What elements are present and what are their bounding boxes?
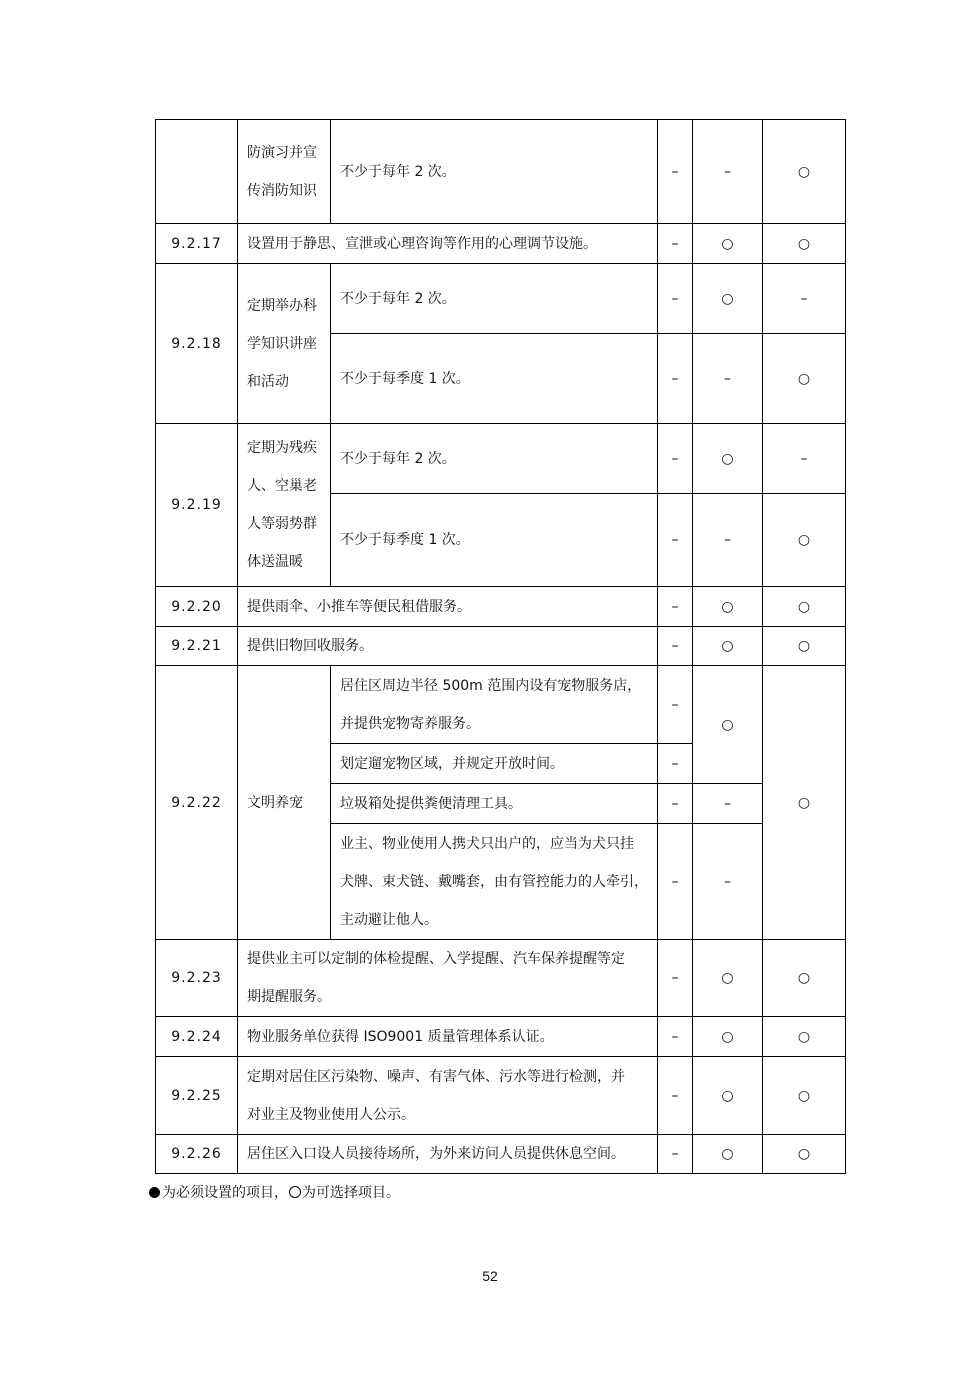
grade-1-mark: – — [658, 1017, 693, 1057]
item-requirement: 划定遛宠物区域，并规定开放时间。 — [331, 744, 658, 784]
item-requirement: 提供旧物回收服务。 — [238, 627, 658, 666]
grade-1-mark: – — [658, 120, 693, 224]
grade-1-mark: – — [658, 784, 693, 824]
table-row — [156, 1017, 846, 1057]
grade-2-mark: ○ — [693, 1057, 763, 1135]
grade-3-mark: ○ — [763, 334, 846, 424]
row-number: 9.2.17 — [156, 224, 238, 264]
grade-3-mark: ○ — [763, 1135, 846, 1174]
grade-2-mark: ○ — [693, 424, 763, 494]
item-requirement: 定期对居住区污染物、噪声、有害气体、污水等进行检测，并 对业主及物业使用人公示。 — [238, 1057, 658, 1135]
item-requirement: 不少于每季度 1 次。 — [331, 334, 658, 424]
grade-1-mark: – — [658, 224, 693, 264]
table-row — [156, 224, 846, 264]
footnote — [149, 1182, 400, 1202]
requirements-table — [155, 119, 846, 1174]
grade-1-mark: – — [658, 334, 693, 424]
grade-2-mark: ○ — [693, 1017, 763, 1057]
page-number: 52 — [482, 1268, 498, 1284]
table-row — [156, 424, 846, 494]
row-number: 9.2.20 — [156, 587, 238, 627]
grade-2-mark: – — [693, 120, 763, 224]
grade-3-mark: ○ — [763, 666, 846, 940]
row-number: 9.2.24 — [156, 1017, 238, 1057]
grade-2-mark: ○ — [693, 666, 763, 784]
grade-1-mark: – — [658, 627, 693, 666]
item-requirement: 不少于每季度 1 次。 — [331, 494, 658, 587]
grade-3-mark: ○ — [763, 940, 846, 1017]
grade-1-mark: – — [658, 587, 693, 627]
grade-3-mark: – — [763, 264, 846, 334]
table-row — [156, 264, 846, 334]
grade-2-mark: – — [693, 824, 763, 940]
item-requirement: 物业服务单位获得 ISO9001 质量管理体系认证。 — [238, 1017, 658, 1057]
grade-2-mark: ○ — [693, 627, 763, 666]
footnote-required: 为必须设置的项目， — [162, 1185, 288, 1201]
grade-3-mark: ○ — [763, 1017, 846, 1057]
item-name: 定期举办科 学知识讲座 和活动 — [238, 264, 331, 424]
item-name: 定期为残疾 人、空巢老 人等弱势群 体送温暖 — [238, 424, 331, 587]
item-requirement: 设置用于静思、宣泄或心理咨询等作用的心理调节设施。 — [238, 224, 658, 264]
filled-circle-icon — [149, 1187, 160, 1198]
grade-2-mark: ○ — [693, 224, 763, 264]
grade-2-mark: ○ — [693, 264, 763, 334]
item-name: 文明养宠 — [238, 666, 331, 940]
row-number: 9.2.19 — [156, 424, 238, 587]
table-row — [156, 1135, 846, 1174]
grade-1-mark: – — [658, 264, 693, 334]
item-requirement: 垃圾箱处提供粪便清理工具。 — [331, 784, 658, 824]
grade-3-mark: ○ — [763, 494, 846, 587]
grade-2-mark: – — [693, 494, 763, 587]
grade-1-mark: – — [658, 424, 693, 494]
item-requirement: 不少于每年 2 次。 — [331, 264, 658, 334]
grade-3-mark: ○ — [763, 120, 846, 224]
row-number: 9.2.22 — [156, 666, 238, 940]
grade-2-mark: ○ — [693, 587, 763, 627]
row-number: 9.2.23 — [156, 940, 238, 1017]
grade-1-mark: – — [658, 940, 693, 1017]
grade-3-mark: ○ — [763, 627, 846, 666]
table-row — [156, 940, 846, 1017]
grade-1-mark: – — [658, 1057, 693, 1135]
grade-1-mark: – — [658, 494, 693, 587]
item-requirement: 居住区入口设人员接待场所，为外来访问人员提供休息空间。 — [238, 1135, 658, 1174]
item-requirement: 居住区周边半径 500m 范围内设有宠物服务店， 并提供宠物寄养服务。 — [331, 666, 658, 744]
grade-2-mark: – — [693, 334, 763, 424]
footnote-optional: 为可选择项目。 — [302, 1185, 400, 1201]
table-row — [156, 666, 846, 744]
grade-3-mark: ○ — [763, 1057, 846, 1135]
grade-1-mark: – — [658, 1135, 693, 1174]
item-requirement: 提供雨伞、小推车等便民租借服务。 — [238, 587, 658, 627]
grade-1-mark: – — [658, 824, 693, 940]
row-number: 9.2.18 — [156, 264, 238, 424]
row-number — [156, 120, 238, 224]
item-requirement: 提供业主可以定制的体检提醒、入学提醒、汽车保养提醒等定 期提醒服务。 — [238, 940, 658, 1017]
grade-3-mark: ○ — [763, 224, 846, 264]
item-requirement: 业主、物业使用人携犬只出户的，应当为犬只挂 犬牌、束犬链、戴嘴套，由有管控能力的人牵引， 主动避让他人。 — [331, 824, 658, 940]
grade-3-mark: ○ — [763, 587, 846, 627]
row-number: 9.2.25 — [156, 1057, 238, 1135]
table-row — [156, 587, 846, 627]
item-requirement: 不少于每年 2 次。 — [331, 424, 658, 494]
grade-1-mark: – — [658, 666, 693, 744]
table-row — [156, 120, 846, 224]
row-number: 9.2.26 — [156, 1135, 238, 1174]
table-row — [156, 627, 846, 666]
row-number: 9.2.21 — [156, 627, 238, 666]
grade-1-mark: – — [658, 744, 693, 784]
item-requirement: 不少于每年 2 次。 — [331, 120, 658, 224]
grade-3-mark: – — [763, 424, 846, 494]
grade-2-mark: ○ — [693, 940, 763, 1017]
grade-2-mark: – — [693, 784, 763, 824]
grade-2-mark: ○ — [693, 1135, 763, 1174]
table-row — [156, 1057, 846, 1135]
hollow-circle-icon — [289, 1186, 301, 1198]
item-name: 防演习并宣 传消防知识 — [238, 120, 331, 224]
